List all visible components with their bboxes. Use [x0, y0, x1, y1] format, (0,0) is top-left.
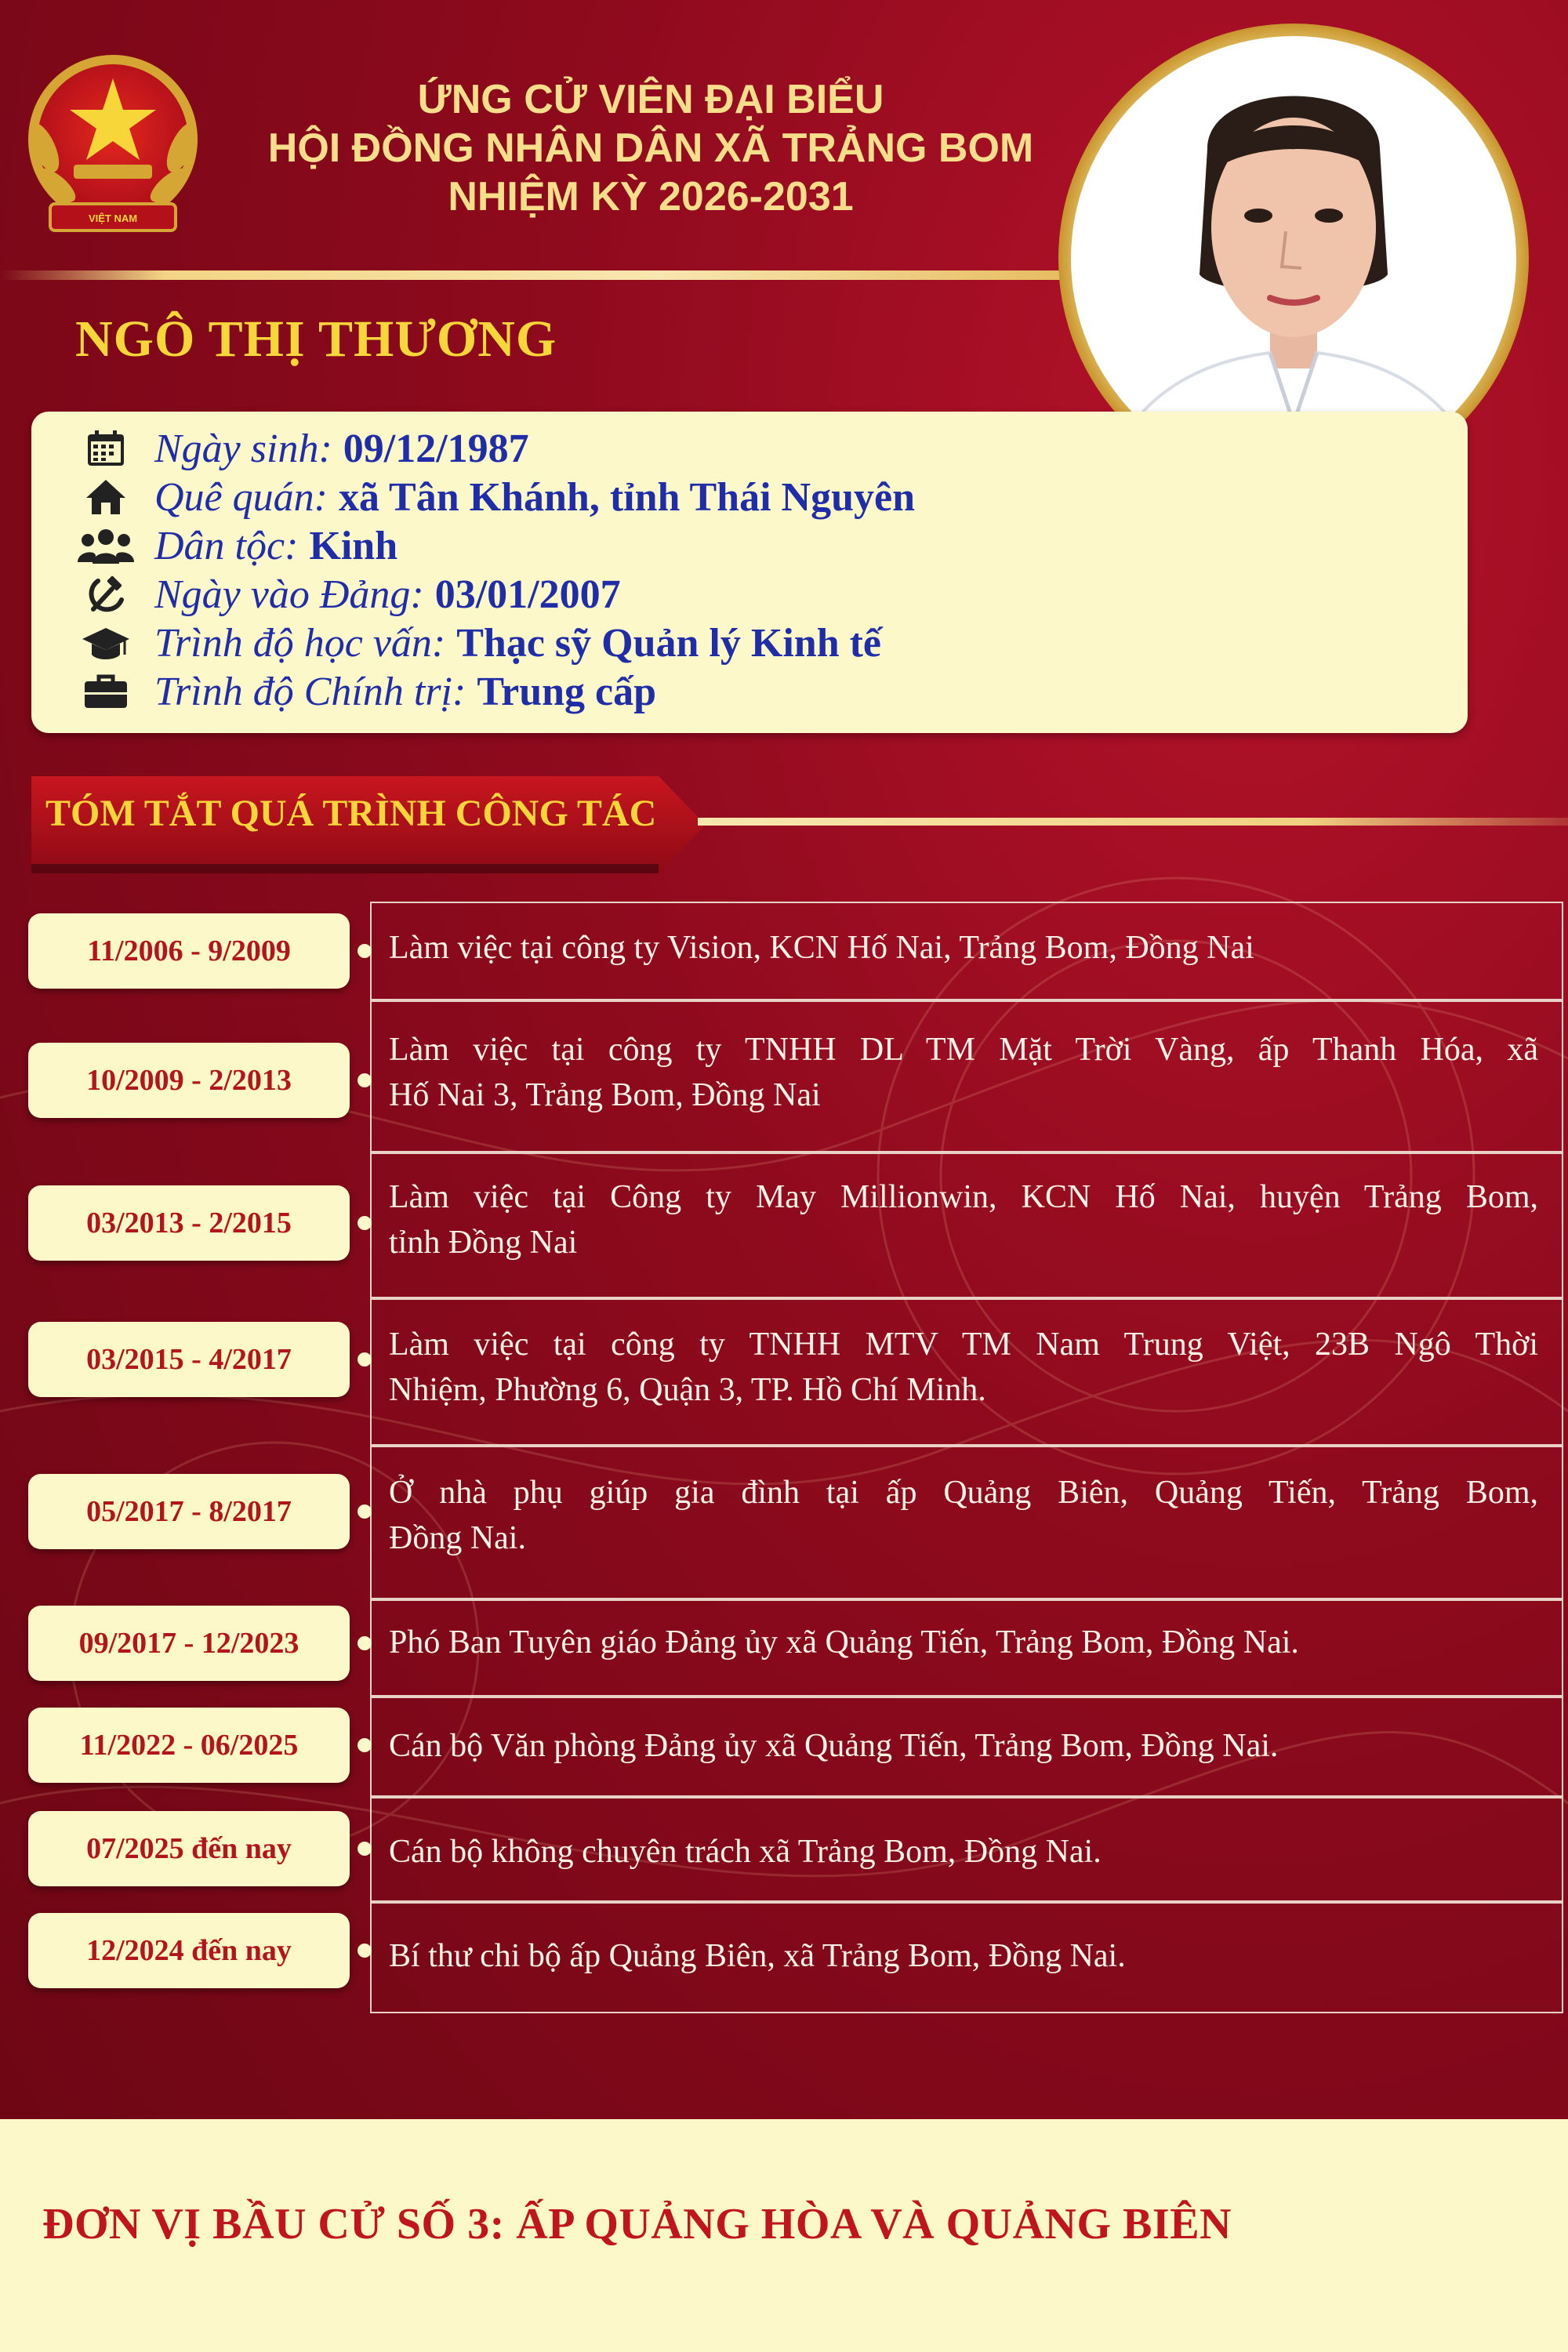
timeline-date: 10/2009 - 2/2013	[28, 1043, 350, 1118]
birth-date-label: Ngày sinh:	[154, 426, 332, 471]
timeline-description-line-2: Hố Nai 3, Trảng Bom, Đồng Nai	[389, 1077, 821, 1113]
hometown-value: xã Tân Khánh, tỉnh Thái Nguyên	[338, 474, 916, 520]
timeline-dot	[358, 1636, 372, 1650]
timeline-description-line-1: Làm việc tại công ty TNHH DL TM Mặt Trời Vàng, ấp Thanh Hóa, xã	[389, 1032, 1538, 1068]
timeline-description-line-1: Làm việc tại Công ty May Millionwin, KCN Hố Nai, huyện Trảng Bom,	[389, 1179, 1538, 1215]
timeline-description-line-1: Cán bộ Văn phòng Đảng ủy xã Quảng Tiến, Trảng Bom, Đồng Nai.	[389, 1728, 1279, 1764]
timeline-description	[389, 1174, 1538, 1265]
party-date-value: 03/01/2007	[434, 572, 621, 617]
timeline-date: 07/2025 đến nay	[28, 1811, 350, 1886]
ethnicity-label: Dân tộc:	[154, 523, 299, 568]
work-history-title: TÓM TẮT QUÁ TRÌNH CÔNG TÁC	[45, 793, 657, 834]
timeline-date: 11/2006 - 9/2009	[28, 913, 350, 989]
birth-date-value: 09/12/1987	[343, 426, 529, 471]
timeline-description	[389, 925, 1538, 971]
timeline-dot	[358, 1352, 372, 1367]
timeline-dot	[358, 1073, 372, 1087]
timeline-description-line-2: tỉnh Đồng Nai	[389, 1225, 578, 1261]
timeline-description-line-1: Phó Ban Tuyên giáo Đảng ủy xã Quảng Tiến, Trảng Bom, Đồng Nai.	[389, 1624, 1299, 1661]
party-date-label: Ngày vào Đảng:	[154, 572, 424, 617]
timeline-description	[389, 1470, 1538, 1561]
timeline-date: 05/2017 - 8/2017	[28, 1474, 350, 1549]
header-line-1: ỨNG CỬ VIÊN ĐẠI BIỂU	[417, 77, 884, 122]
timeline-date: 03/2015 - 4/2017	[28, 1322, 350, 1397]
timeline-date: 03/2013 - 2/2015	[28, 1185, 350, 1261]
timeline-description	[389, 1027, 1538, 1118]
timeline-description	[389, 1322, 1538, 1413]
education-value: Thạc sỹ Quản lý Kinh tế	[456, 620, 882, 666]
timeline-description-line-2: Đồng Nai.	[389, 1520, 526, 1556]
education-label: Trình độ học vấn:	[154, 620, 446, 666]
timeline-description-line-1: Cán bộ không chuyên trách xã Trảng Bom, Đồng Nai.	[389, 1834, 1102, 1870]
svg-text:VIỆT NAM: VIỆT NAM	[88, 212, 138, 224]
timeline-description	[389, 1933, 1538, 1979]
header-line-3: NHIỆM KỲ 2026-2031	[448, 174, 854, 220]
ethnicity-value: Kinh	[309, 523, 398, 568]
timeline-dot	[358, 1842, 372, 1856]
political-level-value: Trung cấp	[477, 669, 657, 714]
header-line-2: HỘI ĐỒNG NHÂN DÂN XÃ TRẢNG BOM	[267, 125, 1034, 171]
timeline-dot	[358, 944, 372, 958]
timeline-dot	[358, 1216, 372, 1230]
timeline-description-line-2: Nhiệm, Phường 6, Quận 3, TP. Hồ Chí Minh.	[389, 1372, 986, 1408]
timeline-date: 11/2022 - 06/2025	[28, 1708, 350, 1783]
timeline-description-line-1: Làm việc tại công ty Vision, KCN Hố Nai, Trảng Bom, Đồng Nai	[389, 930, 1254, 966]
timeline-description-line-1: Bí thư chi bộ ấp Quảng Biên, xã Trảng Bom, Đồng Nai.	[389, 1938, 1126, 1974]
timeline-description-line-1: Ở nhà phụ giúp gia đình tại ấp Quảng Biên, Quảng Tiến, Trảng Bom,	[389, 1475, 1538, 1511]
timeline-dot	[358, 1504, 372, 1519]
timeline-description-line-1: Làm việc tại công ty TNHH MTV TM Nam Trung Việt, 23B Ngô Thời	[389, 1327, 1538, 1363]
candidate-name: NGÔ THỊ THƯƠNG	[75, 310, 557, 368]
electoral-unit-text: ĐƠN VỊ BẦU CỬ SỐ 3: ẤP QUẢNG HÒA VÀ QUẢNG BIÊN	[42, 2200, 1232, 2249]
timeline-dot	[358, 1944, 372, 1958]
hometown-label: Quê quán:	[154, 474, 328, 520]
timeline-description	[389, 1829, 1538, 1875]
timeline-dot	[358, 1738, 372, 1752]
timeline-description	[389, 1723, 1538, 1769]
political-level-label: Trình độ Chính trị:	[154, 669, 466, 714]
timeline-description	[389, 1620, 1538, 1665]
timeline-date: 09/2017 - 12/2023	[28, 1606, 350, 1681]
timeline-date: 12/2024 đến nay	[28, 1913, 350, 1988]
